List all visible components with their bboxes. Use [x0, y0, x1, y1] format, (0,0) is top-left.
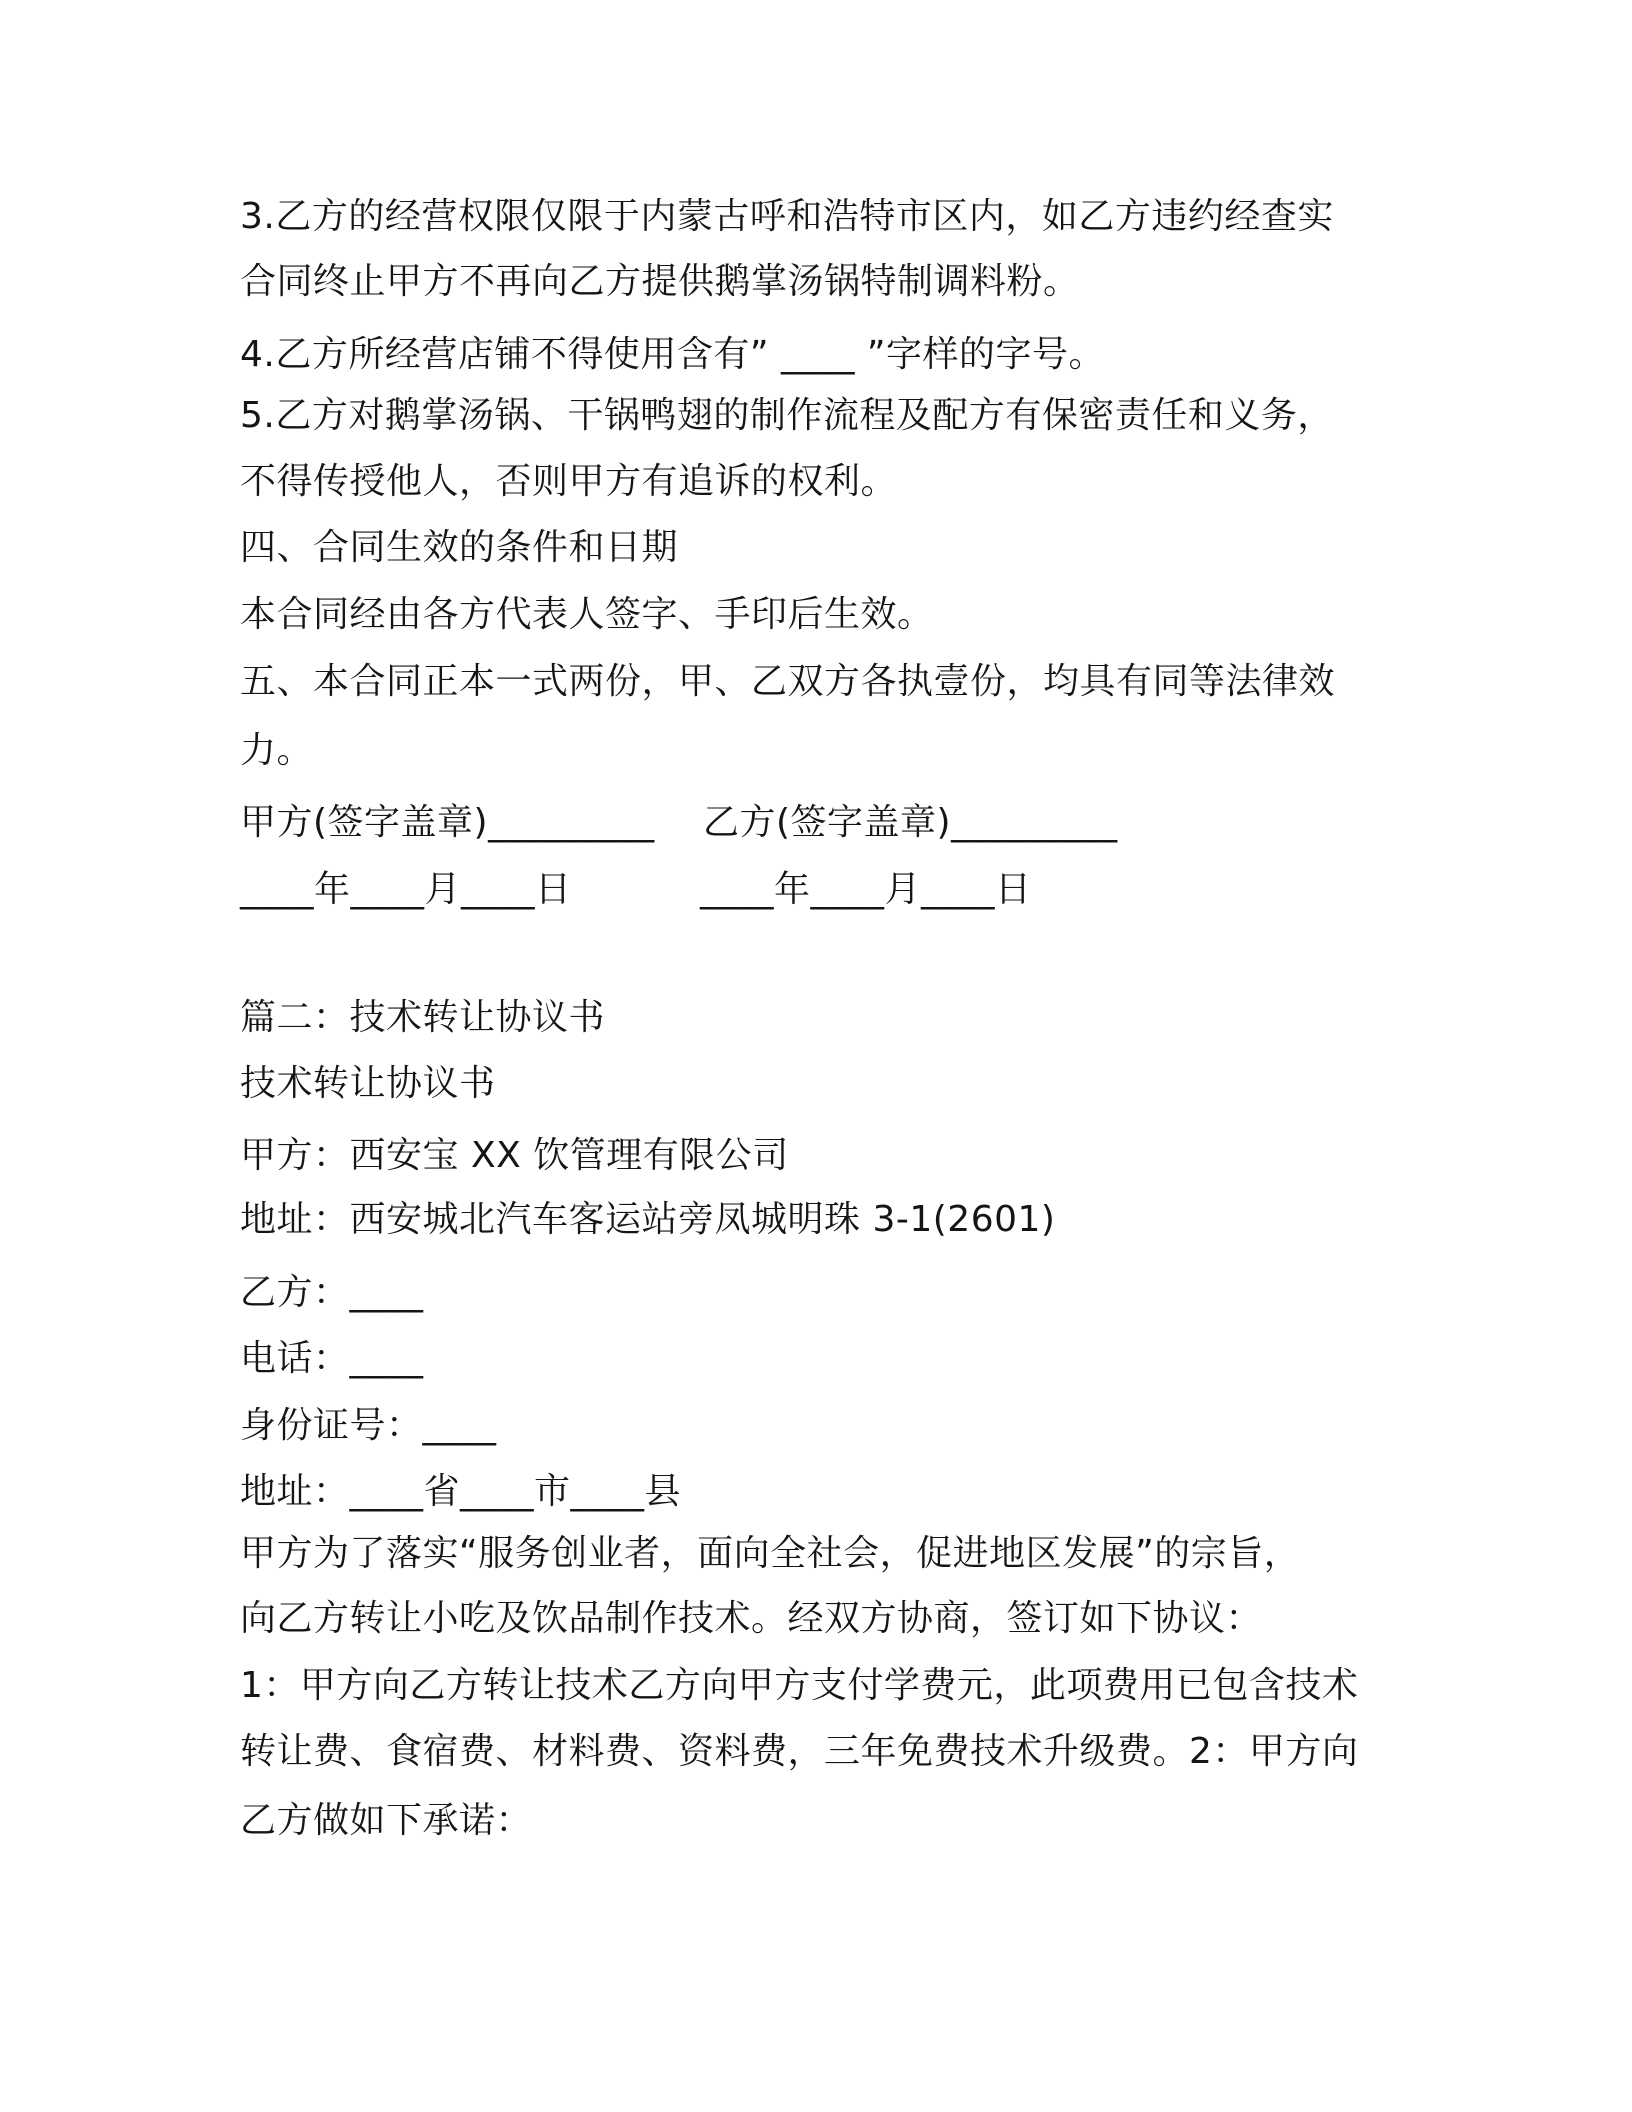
party-b-date: ____年____月____日	[700, 869, 1032, 910]
party-a-name: 甲方：西安宝 XX 饮管理有限公司	[240, 1135, 789, 1176]
clause-1-line-2: 转让费、食宿费、材料费、资料费，三年免费技术升级费。2：甲方向	[240, 1731, 1359, 1772]
clause-1-line-3: 乙方做如下承诺：	[240, 1800, 533, 1841]
party-b-address: 地址：____省____市____县	[240, 1471, 682, 1512]
section-5-line-1: 五、本合同正本一式两份，甲、乙双方各执壹份，均具有同等法律效	[240, 661, 1336, 702]
party-a-date: ____年____月____日	[240, 869, 572, 910]
intro-line-1: 甲方为了落实“服务创业者，面向全社会，促进地区发展”的宗旨，	[240, 1533, 1301, 1574]
intro-line-2: 向乙方转让小吃及饮品制作技术。经双方协商，签订如下协议：	[240, 1598, 1263, 1639]
part-2-title: 技术转让协议书	[240, 1063, 496, 1104]
section-5-line-2: 力。	[240, 730, 314, 771]
clause-4: 4.乙方所经营店铺不得使用含有” ____ ”字样的字号。	[240, 334, 1106, 375]
party-b-id-number: 身份证号：____	[240, 1405, 497, 1446]
party-b-phone: 电话：____	[240, 1338, 424, 1379]
party-b-signature: 乙方(签字盖章)_________	[703, 802, 1118, 843]
clause-5-line-1: 5.乙方对鹅掌汤锅、干锅鸭翅的制作流程及配方有保密责任和义务，	[240, 395, 1334, 436]
party-a-signature: 甲方(签字盖章)_________	[240, 802, 655, 843]
party-b-name: 乙方：____	[240, 1272, 424, 1313]
clause-3-line-2: 合同终止甲方不再向乙方提供鹅掌汤锅特制调料粉。	[240, 261, 1080, 302]
clause-1-line-1: 1：甲方向乙方转让技术乙方向甲方支付学费元，此项费用已包含技术	[240, 1665, 1359, 1706]
part-2-heading: 篇二：技术转让协议书	[240, 997, 606, 1038]
clause-3-line-1: 3.乙方的经营权限仅限于内蒙古呼和浩特市区内，如乙方违约经查实	[240, 196, 1334, 237]
section-4-heading: 四、合同生效的条件和日期	[240, 527, 679, 568]
section-4-text: 本合同经由各方代表人签字、手印后生效。	[240, 594, 934, 635]
clause-5-line-2: 不得传授他人，否则甲方有追诉的权利。	[240, 461, 898, 502]
party-a-address: 地址：西安城北汽车客运站旁凤城明珠 3-1(2601)	[240, 1199, 1056, 1240]
